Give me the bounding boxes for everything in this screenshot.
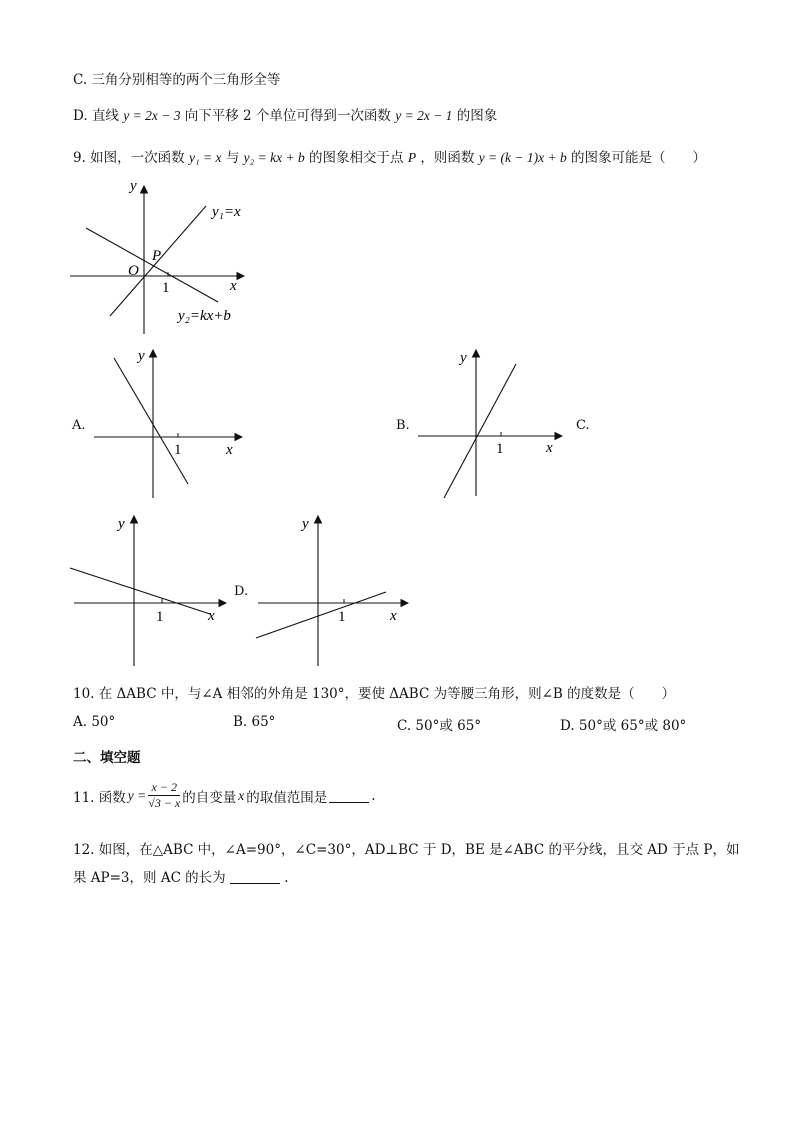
x-axis-label: x <box>230 278 237 294</box>
option-b-graph <box>412 344 572 504</box>
option-letter: D. <box>73 108 88 124</box>
q12-stem-line1: 12. 如图，在△ABC 中，∠A=90°，∠C=30°，AD⊥BC 于 D，BE 是∠ABC 的平分线，且交 AD 于点 P，如 <box>73 842 740 858</box>
option-text: 三角分别相等的两个三角形全等 <box>91 72 281 88</box>
line-y2-label: y₂=kx+b <box>178 308 231 324</box>
x-axis-label: x <box>208 608 215 624</box>
q12-stem-line2 <box>73 866 289 886</box>
graph-line <box>444 364 516 498</box>
question-text: 11. 函数 <box>73 789 126 806</box>
option-c-graph <box>66 510 236 670</box>
math-expression: y₁ = x <box>188 150 222 165</box>
x-axis-label: x <box>226 442 233 458</box>
question-text: 果 AP=3，则 AC 的长为 <box>73 870 226 886</box>
option-letter: C. <box>73 72 88 88</box>
option-a-graph <box>88 344 248 504</box>
q9-main-figure <box>66 176 266 336</box>
answer-blank[interactable] <box>230 870 280 885</box>
graph-line <box>114 358 188 484</box>
tick-one-label: 1 <box>496 441 504 457</box>
punctuation: . <box>284 870 289 886</box>
option-text: 向下平移 2 个单位可得到一次函数 <box>184 108 391 124</box>
option-c-label: C. <box>576 418 590 433</box>
fraction-denominator: √3 − x <box>148 796 181 810</box>
q11-stem <box>73 780 376 811</box>
x-axis-label: x <box>546 440 553 456</box>
math-variable: P <box>407 150 417 165</box>
question-text: 的图象相交于点 <box>309 150 404 166</box>
graph-line <box>70 568 210 614</box>
q10-option-c: C. 50°或 65° <box>397 718 482 734</box>
tick-one-label: 1 <box>156 609 164 625</box>
question-text: 的取值范围是 <box>246 789 328 806</box>
point-p-label: P <box>152 248 162 264</box>
y-axis-label: y <box>302 516 309 532</box>
question-text: 9. 如图，一次函数 <box>73 150 185 166</box>
tick-one-label: 1 <box>162 280 170 296</box>
option-d-label: D. <box>234 584 249 599</box>
q8-option-c <box>73 68 280 88</box>
q9-stem <box>73 146 706 166</box>
option-b-label: B. <box>396 418 410 433</box>
question-text: ，则函数 <box>420 150 475 166</box>
math-expression: y₂ = kx + b <box>243 150 305 165</box>
math-expression: y = 2x − 3 <box>123 108 181 123</box>
q10-option-a: A. 50° <box>73 714 116 730</box>
q10-option-d: D. 50°或 65°或 80° <box>560 718 687 734</box>
q10-stem: 10. 在 ΔABC 中，与∠A 相邻的外角是 130°，要使 ΔABC 为等腰三角形，则∠B 的度数是（ ） <box>73 686 676 702</box>
math-variable: x <box>238 787 245 803</box>
question-text: 的自变量 <box>182 789 237 806</box>
option-d-graph <box>250 510 420 670</box>
punctuation: . <box>371 787 376 804</box>
question-text: 与 <box>225 150 240 166</box>
x-axis-label: x <box>390 608 397 624</box>
line-y2 <box>86 228 218 302</box>
question-text: 的图象可能是（ ） <box>571 150 707 166</box>
y-axis-label: y <box>460 350 467 366</box>
option-a-label: A. <box>72 418 86 433</box>
tick-one-label: 1 <box>174 442 182 458</box>
fraction-numerator: x − 2 <box>148 780 180 796</box>
graph-line <box>256 592 386 638</box>
section-heading: 二、填空题 <box>73 750 141 766</box>
fraction <box>148 780 180 811</box>
tick-one-label: 1 <box>338 609 346 625</box>
line-y1-label: y₁=x <box>212 204 241 220</box>
option-text: 的图象 <box>456 108 498 124</box>
q10-option-b: B. 65° <box>233 714 276 730</box>
option-text: 直线 <box>91 108 119 124</box>
y-axis-label: y <box>118 516 125 532</box>
answer-blank[interactable] <box>329 788 369 803</box>
y-axis-label: y <box>138 348 145 364</box>
y-axis-label: y <box>130 178 137 194</box>
origin-label: O <box>128 263 139 279</box>
math-expression: y = (k − 1)x + b <box>478 150 567 165</box>
math-expression: y = 2x − 1 <box>395 108 453 123</box>
math-expression: y = <box>127 787 147 803</box>
q8-option-d <box>73 104 497 124</box>
